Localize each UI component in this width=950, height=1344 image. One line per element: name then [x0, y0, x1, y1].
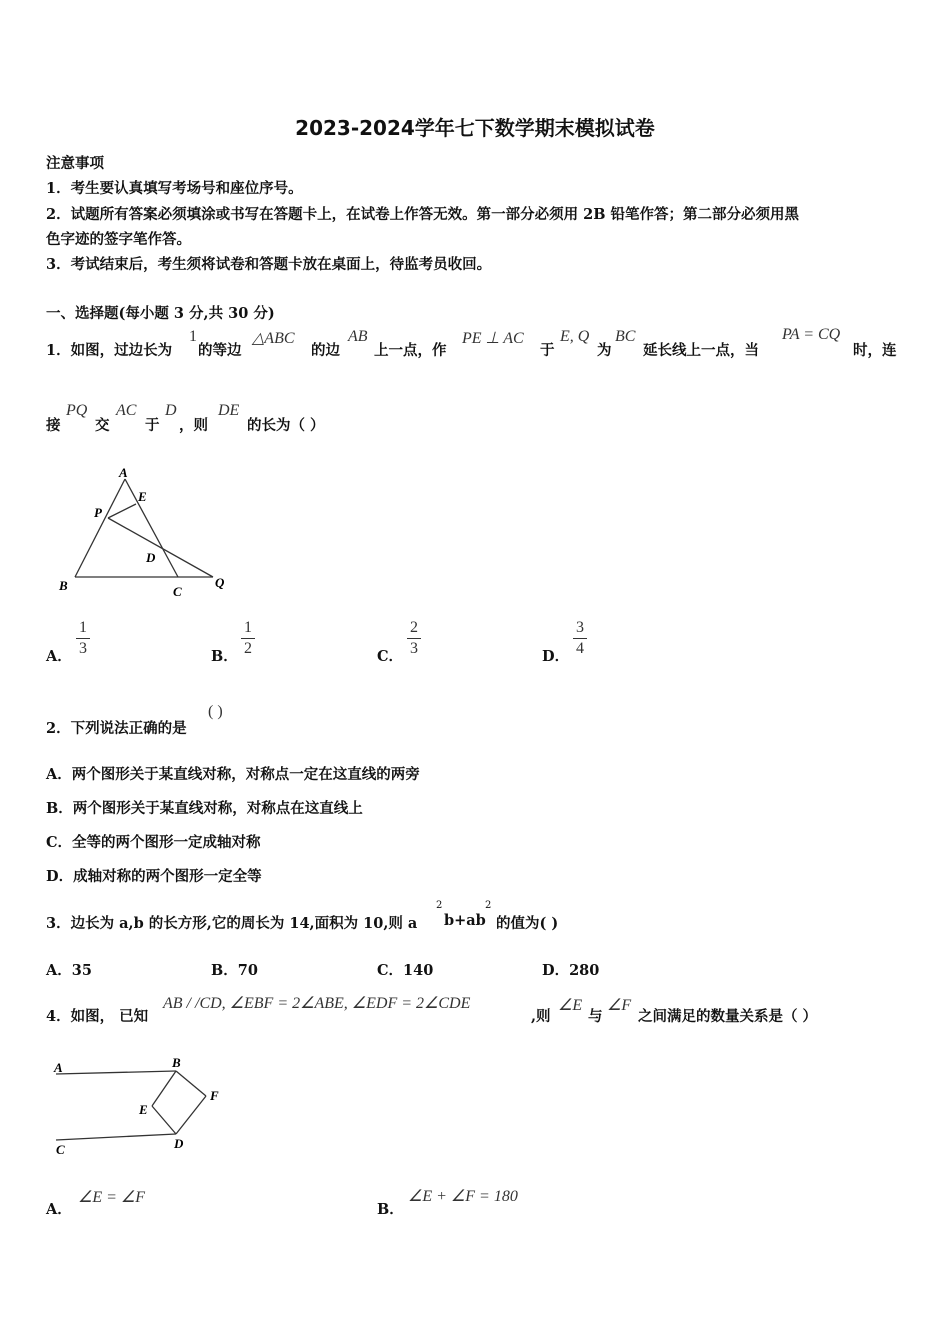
label-q: Q: [215, 575, 225, 590]
segment-bf: [176, 1071, 206, 1096]
q4-parallel-lines-figure: [48, 1052, 238, 1157]
segment-ed: [152, 1106, 176, 1134]
q4-math-3: ∠F: [607, 997, 632, 1014]
q1-math-11: D: [165, 402, 177, 419]
notice-item-3: 3．考试结束后，考生须将试卷和答题卡放在桌面上，待监考员收回。: [46, 256, 492, 273]
q4-option-a: ∠E = ∠F: [78, 1189, 146, 1206]
q1-math-12: DE: [218, 402, 240, 419]
q1-text-13: 的长为（ ）: [247, 417, 325, 434]
q4-option-b: ∠E + ∠F = 180: [408, 1188, 518, 1205]
q1-option-b-fraction: [241, 619, 255, 658]
q3-text-2: b+ab: [444, 912, 486, 929]
q1-math-4: PE ⊥ AC: [462, 330, 524, 347]
q1-math-2: △ABC: [252, 330, 295, 347]
denominator: 3: [79, 640, 87, 657]
q1-option-d-label[interactable]: D．: [542, 648, 570, 665]
segment-fd: [176, 1096, 206, 1134]
segment-pe: [108, 504, 136, 518]
q4-math-1: AB / /CD, ∠EBF = 2∠ABE, ∠EDF = 2∠CDE: [163, 995, 471, 1012]
q4-math-2: ∠E: [558, 997, 583, 1014]
numerator: 1: [244, 619, 252, 636]
q1-text-5: 于: [540, 342, 555, 359]
q1-option-a-label[interactable]: A．: [46, 648, 72, 665]
denominator: 4: [576, 640, 584, 657]
q1-text-4: 上一点，作: [374, 342, 447, 359]
segment-be: [152, 1071, 176, 1106]
label-c: C: [173, 584, 182, 599]
q1-math-9: PQ: [66, 402, 88, 419]
q1-text-10: 交: [95, 417, 110, 434]
label-p: P: [94, 505, 102, 520]
q1-triangle-figure: [50, 465, 245, 605]
notice-item-2: 2．试题所有答案必须填涂或书写在答题卡上，在试卷上作答无效。第一部分必须用 2B 铅笔作答；第二部分必须用黑: [46, 206, 800, 223]
q1-math-3: AB: [348, 328, 368, 345]
q1-text-12: ，则: [179, 417, 208, 434]
q1-option-c-fraction: [407, 619, 421, 658]
q3-text-3: 的值为( ): [496, 915, 559, 932]
numerator: 3: [576, 619, 584, 636]
q1-math-6: BC: [615, 328, 636, 345]
label-d: D: [174, 1136, 184, 1151]
label-f: F: [210, 1088, 219, 1103]
q3-superscript-1: 2: [436, 900, 443, 911]
q2-option-d[interactable]: D．成轴对称的两个图形一定全等: [46, 868, 262, 885]
q1-text-1: 1．如图，过边长为: [46, 342, 173, 359]
label-b: B: [172, 1055, 181, 1070]
q4-text-1: 4．如图， 已知: [46, 1008, 149, 1025]
q1-text-9: 接: [46, 417, 61, 434]
line-ab: [56, 1071, 176, 1074]
q3-option-d[interactable]: D．280: [542, 962, 600, 979]
q1-option-b-label[interactable]: B．: [211, 648, 238, 665]
q1-math-5: E, Q: [560, 328, 590, 345]
q4-option-b-label[interactable]: B．: [377, 1201, 404, 1218]
q3-option-a[interactable]: A．35: [46, 962, 92, 979]
label-a: A: [119, 465, 128, 480]
label-b: B: [59, 578, 68, 593]
segment-ab: [75, 479, 125, 577]
label-c: C: [56, 1142, 65, 1157]
q1-text-2: 的等边: [198, 342, 242, 359]
numerator: 2: [410, 619, 418, 636]
q3-option-c[interactable]: C．140: [377, 962, 434, 979]
q4-option-a-label[interactable]: A．: [46, 1201, 72, 1218]
q4-text-2: ,则: [531, 1008, 551, 1025]
section-heading: 一、选择题(每小题 3 分,共 30 分): [46, 305, 275, 322]
label-e: E: [138, 489, 147, 504]
q1-option-a-fraction: [76, 619, 90, 658]
q2-option-b[interactable]: B．两个图形关于某直线对称，对称点在这直线上: [46, 800, 363, 817]
notice-item-1: 1．考生要认真填写考场号和座位序号。: [46, 180, 303, 197]
q1-text-11: 于: [145, 417, 160, 434]
segment-pq: [108, 518, 213, 577]
q2-option-a[interactable]: A．两个图形关于某直线对称，对称点一定在这直线的两旁: [46, 766, 420, 783]
label-a: A: [54, 1060, 63, 1075]
q1-text-3: 的边: [311, 342, 340, 359]
q1-math-10: AC: [116, 402, 137, 419]
q3-text-1: 3．边长为 a,b 的长方形,它的周长为 14,面积为 10,则 a: [46, 915, 418, 932]
q1-text-6: 为: [597, 342, 612, 359]
q1-math-7: PA = CQ: [782, 326, 841, 343]
q2-option-c[interactable]: C．全等的两个图形一定成轴对称: [46, 834, 261, 851]
q4-text-4: 之间满足的数量关系是（ ）: [638, 1008, 818, 1025]
q4-text-3: 与: [588, 1008, 603, 1025]
q1-text-8: 时，连: [853, 342, 897, 359]
q3-option-b[interactable]: B．70: [211, 962, 258, 979]
notice-item-2-cont: 色字迹的签字笔作答。: [46, 231, 191, 248]
denominator: 2: [244, 640, 252, 657]
q1-math-1: 1: [189, 328, 197, 345]
notice-heading: 注意事项: [46, 155, 104, 172]
line-cd: [56, 1134, 176, 1140]
page-title: 2023-2024学年七下数学期末模拟试卷: [295, 116, 655, 140]
q1-text-7: 延长线上一点，当: [643, 342, 759, 359]
q1-option-d-fraction: [573, 619, 587, 658]
label-d: D: [146, 550, 156, 565]
denominator: 3: [410, 640, 418, 657]
q2-stem: 2．下列说法正确的是: [46, 720, 187, 737]
q3-superscript-2: 2: [485, 900, 492, 911]
q1-option-c-label[interactable]: C．: [377, 648, 404, 665]
label-e: E: [139, 1102, 148, 1117]
q2-paren: ( ): [208, 703, 223, 720]
numerator: 1: [79, 619, 87, 636]
